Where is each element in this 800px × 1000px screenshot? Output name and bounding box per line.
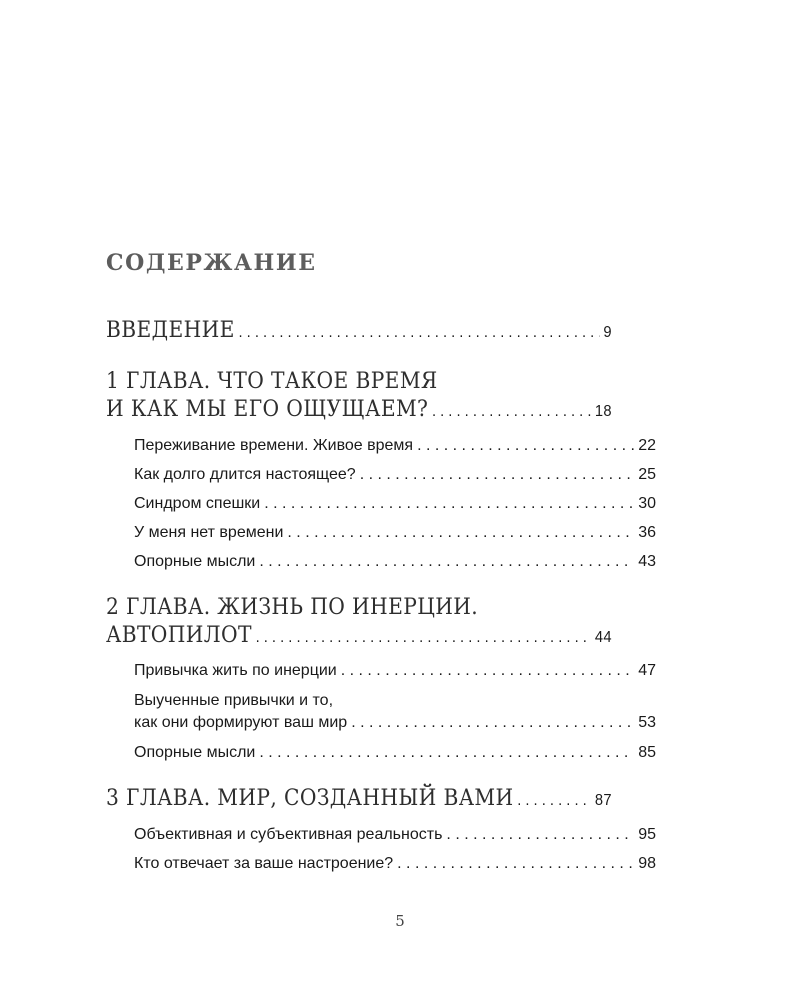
section-title-line1: Выученные привычки и то, [134, 692, 334, 709]
toc-entry-section[interactable] [134, 524, 656, 542]
toc-entry-chapter-1[interactable] [106, 397, 612, 422]
entry-title: АВТОПИЛОТ [106, 623, 252, 648]
chapter-2-title-line1: 2 ГЛАВА. ЖИЗНЬ ПО ИНЕРЦИИ. [106, 595, 479, 620]
dot-leader [446, 826, 634, 844]
dot-leader [417, 437, 634, 455]
entry-page: 95 [638, 826, 656, 843]
dot-leader [360, 466, 635, 484]
entry-page: 9 [603, 324, 612, 341]
entry-page: 44 [594, 629, 612, 646]
toc-entry-section[interactable] [134, 553, 656, 571]
toc-entry-chapter-2[interactable] [106, 623, 612, 648]
entry-title: Переживание времени. Живое время [134, 437, 414, 454]
dot-leader [238, 324, 599, 342]
entry-title: Привычка жить по инерции [134, 662, 337, 679]
entry-page: 30 [638, 495, 656, 512]
entry-title: ВВЕДЕНИЕ [106, 318, 235, 343]
dot-leader [287, 524, 634, 542]
entry-page: 85 [638, 744, 656, 761]
toc-entry-section[interactable] [134, 855, 656, 873]
entry-page: 47 [638, 662, 656, 679]
toc-entry-section[interactable] [134, 714, 656, 732]
entry-page: 36 [638, 524, 656, 541]
toc-entry-chapter-3[interactable] [106, 786, 612, 811]
dot-leader [397, 855, 634, 873]
chapter-1-title-line1: 1 ГЛАВА. ЧТО ТАКОЕ ВРЕМЯ [106, 369, 438, 394]
dot-leader [351, 714, 634, 732]
entry-page: 43 [638, 553, 656, 570]
entry-title: 3 ГЛАВА. МИР, СОЗДАННЫЙ ВАМИ [106, 786, 514, 811]
entry-title: Синдром спешки [134, 495, 261, 512]
entry-title: Кто отвечает за ваше настроение? [134, 855, 394, 872]
toc-entry-section[interactable] [134, 662, 656, 680]
dot-leader [517, 792, 591, 810]
entry-title: Опорные мысли [134, 744, 256, 761]
page-number: 5 [395, 912, 405, 930]
entry-page: 18 [594, 403, 612, 420]
dot-leader [341, 662, 634, 680]
toc-entry-section[interactable] [134, 826, 656, 844]
dot-leader [432, 403, 591, 421]
entry-title: как они формируют ваш мир [134, 714, 348, 731]
toc-entry-section[interactable] [134, 437, 656, 455]
dot-leader [256, 629, 592, 647]
dot-leader [259, 744, 634, 762]
entry-title: Объективная и субъективная реальность [134, 826, 443, 843]
entry-title: И КАК МЫ ЕГО ОЩУЩАЕМ? [106, 397, 429, 422]
toc-entry-section[interactable] [134, 466, 656, 484]
entry-page: 87 [594, 792, 612, 809]
entry-title: У меня нет времени [134, 524, 284, 541]
entry-page: 25 [638, 466, 656, 483]
entry-page: 53 [638, 714, 656, 731]
entry-title: Опорные мысли [134, 553, 256, 570]
toc-entry-section[interactable] [134, 495, 656, 513]
toc-entry-section[interactable] [134, 744, 656, 762]
entry-title: Как долго длится настоящее? [134, 466, 356, 483]
entry-page: 98 [638, 855, 656, 872]
entry-page: 22 [638, 437, 656, 454]
toc-title: СОДЕРЖАНИЕ [106, 250, 317, 276]
toc-entry-introduction[interactable] [106, 318, 612, 343]
dot-leader [259, 553, 634, 571]
dot-leader [264, 495, 634, 513]
